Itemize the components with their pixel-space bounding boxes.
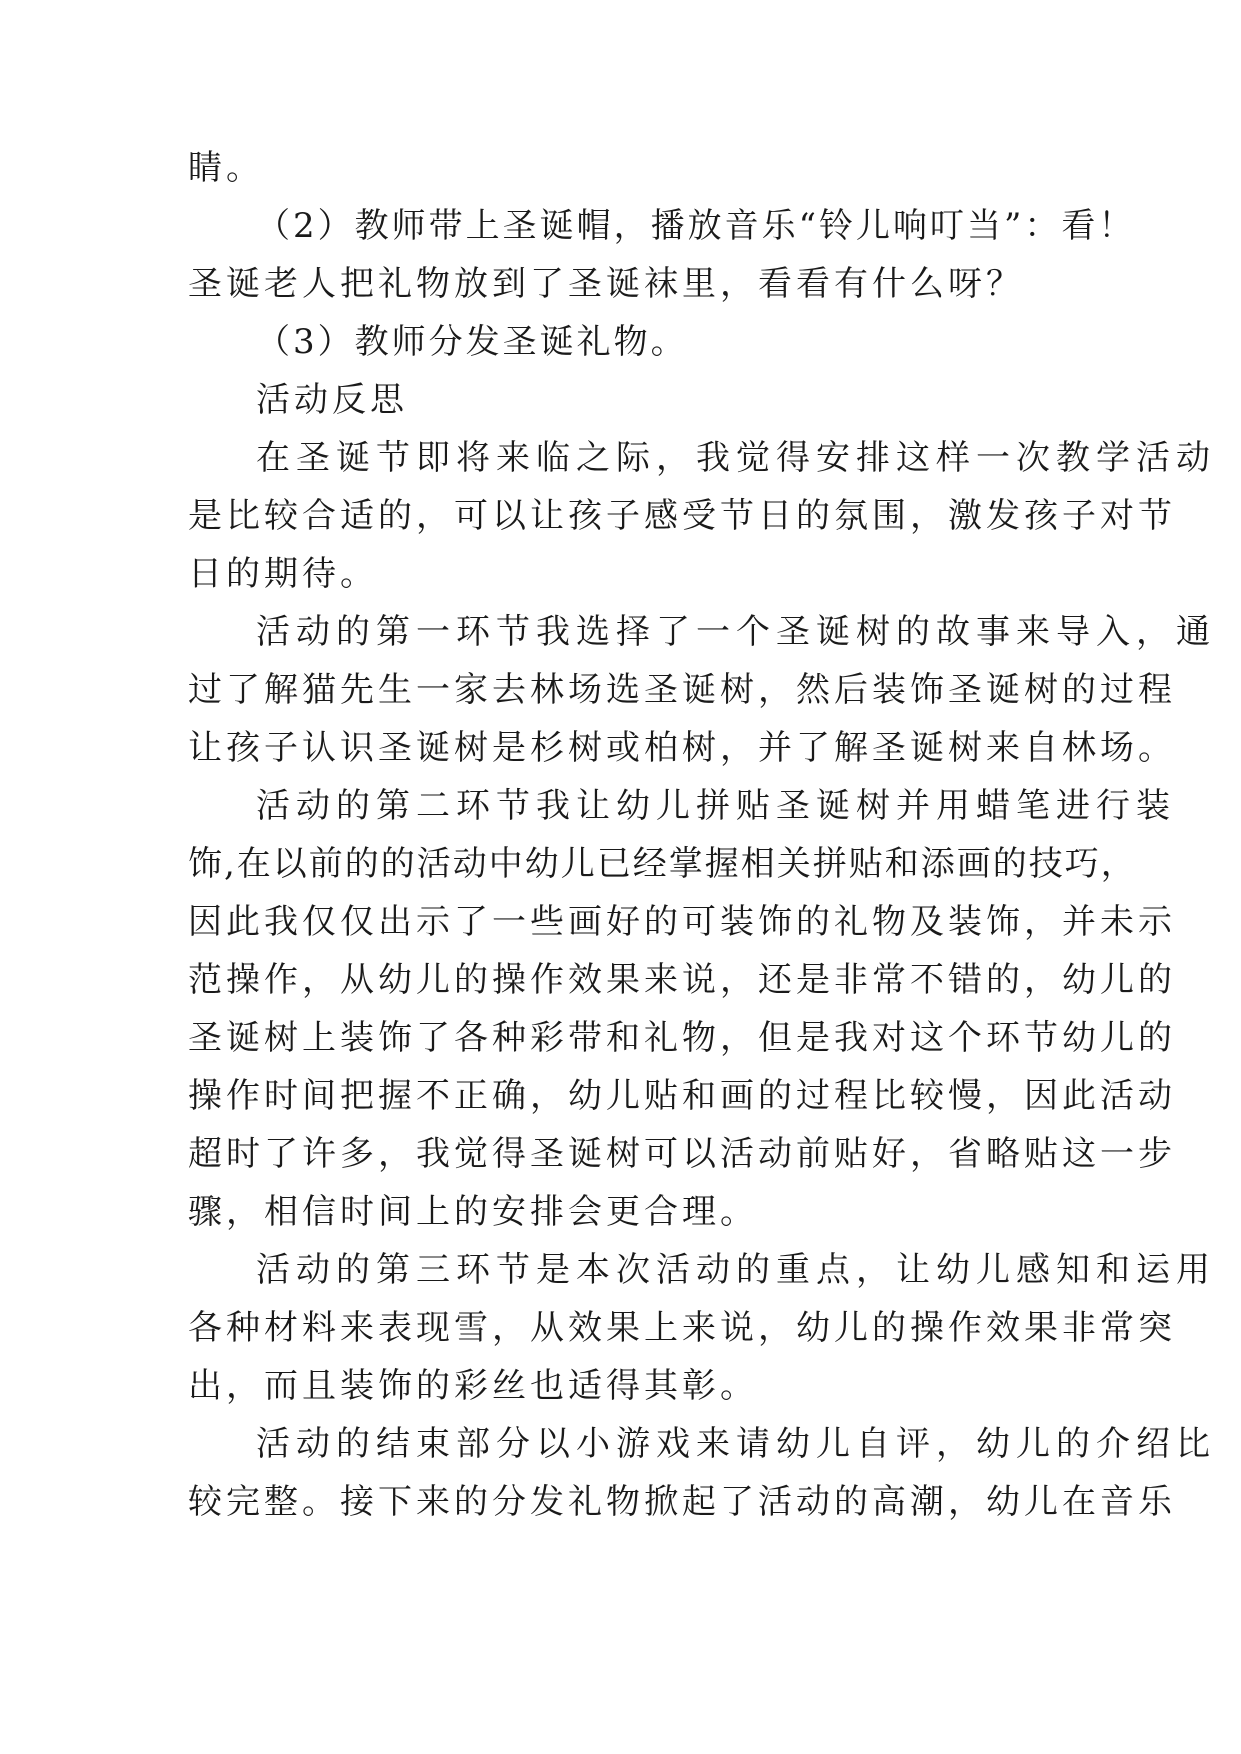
paragraph-line: 活动的结束部分以小游戏来请幼儿自评，幼儿的介绍比	[256, 1424, 1216, 1464]
paragraph-line: 让孩子认识圣诞树是杉树或柏树，并了解圣诞树来自林场。	[188, 728, 1176, 768]
section-heading: 活动反思	[256, 380, 408, 420]
paragraph-line: 过了解猫先生一家去林场选圣诞树，然后装饰圣诞树的过程	[188, 670, 1176, 710]
paragraph-line: 较完整。接下来的分发礼物掀起了活动的高潮，幼儿在音乐	[188, 1482, 1176, 1522]
paragraph-line: 活动的第三环节是本次活动的重点，让幼儿感知和运用	[256, 1250, 1216, 1290]
paragraph-line: 睛。	[188, 148, 264, 188]
paragraph-line: 日的期待。	[188, 554, 378, 594]
paragraph-line: 骤，相信时间上的安排会更合理。	[188, 1192, 758, 1232]
paragraph-line: 在圣诞节即将来临之际，我觉得安排这样一次教学活动	[256, 438, 1216, 478]
paragraph-line: 饰,在以前的的活动中幼儿已经掌握相关拼贴和添画的技巧，	[188, 844, 1137, 884]
paragraph-line: 圣诞老人把礼物放到了圣诞袜里，看看有什么呀？	[188, 264, 1024, 304]
paragraph-line: 是比较合适的，可以让孩子感受节日的氛围，激发孩子对节	[188, 496, 1176, 536]
paragraph-line: 因此我仅仅出示了一些画好的可装饰的礼物及装饰，并未示	[188, 902, 1176, 942]
paragraph-line: 操作时间把握不正确，幼儿贴和画的过程比较慢，因此活动	[188, 1076, 1176, 1116]
paragraph-line: 超时了许多，我觉得圣诞树可以活动前贴好，省略贴这一步	[188, 1134, 1176, 1174]
paragraph-line: 活动的第二环节我让幼儿拼贴圣诞树并用蜡笔进行装	[256, 786, 1176, 826]
paragraph-line: （2）教师带上圣诞帽，播放音乐“铃儿响叮当”：看！	[256, 206, 1136, 246]
paragraph-line: 活动的第一环节我选择了一个圣诞树的故事来导入，通	[256, 612, 1216, 652]
paragraph-line: 出，而且装饰的彩丝也适得其彰。	[188, 1366, 758, 1406]
paragraph-line: 圣诞树上装饰了各种彩带和礼物，但是我对这个环节幼儿的	[188, 1018, 1176, 1058]
paragraph-line: 范操作，从幼儿的操作效果来说，还是非常不错的，幼儿的	[188, 960, 1176, 1000]
paragraph-line: （3）教师分发圣诞礼物。	[256, 322, 688, 362]
paragraph-line: 各种材料来表现雪，从效果上来说，幼儿的操作效果非常突	[188, 1308, 1176, 1348]
